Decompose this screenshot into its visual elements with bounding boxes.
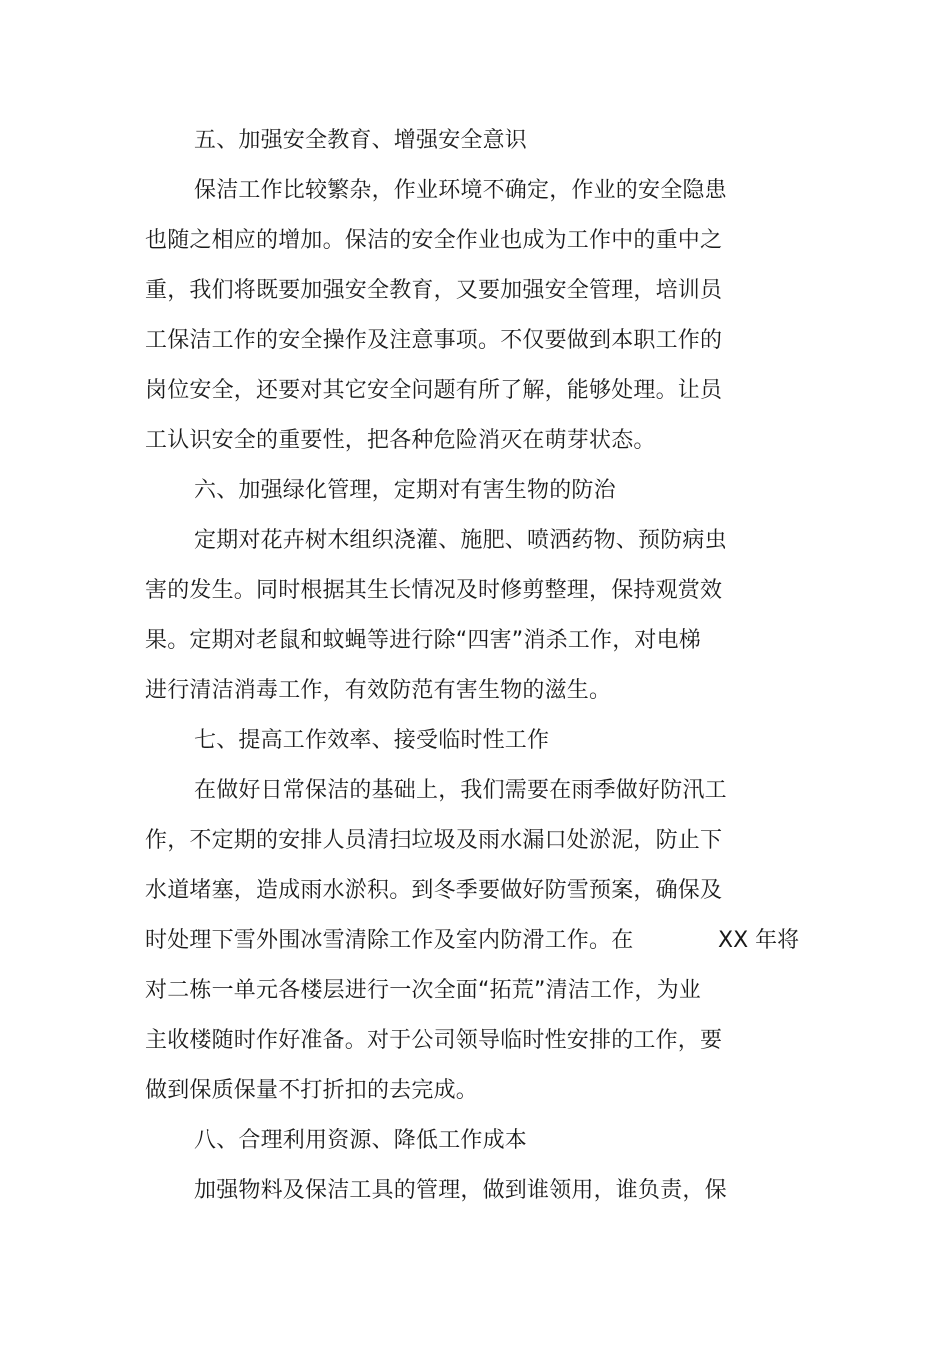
- paragraph-line: 果。定期对老鼠和蚊蝇等进行除“四害”消杀工作，对电梯: [145, 628, 701, 653]
- paragraph-line: 保洁工作比较繁杂，作业环境不确定，作业的安全隐患: [194, 178, 727, 203]
- paragraph-line: 工保洁工作的安全操作及注意事项。不仅要做到本职工作的: [145, 328, 723, 353]
- section-heading-5: 五、加强安全教育、增强安全意识: [194, 128, 528, 153]
- paragraph-line: 加强物料及保洁工具的管理，做到谁领用，谁负责，保: [194, 1178, 727, 1203]
- paragraph-line: 作，不定期的安排人员清扫垃圾及雨水漏口处淤泥，防止下: [145, 828, 723, 853]
- paragraph-line: 重，我们将既要加强安全教育，又要加强安全管理，培训员: [145, 278, 723, 303]
- section-heading-7: 七、提高工作效率、接受临时性工作: [194, 728, 550, 753]
- paragraph-line: 也随之相应的增加。保洁的安全作业也成为工作中的重中之: [145, 228, 723, 253]
- paragraph-line: 工认识安全的重要性，把各种危险消灭在萌芽状态。: [145, 428, 656, 453]
- paragraph-line-tail: XX 年将: [718, 928, 800, 953]
- paragraph-line: 对二栋一单元各楼层进行一次全面“拓荒”清洁工作，为业: [145, 978, 701, 1003]
- paragraph-line: 做到保质保量不打折扣的去完成。: [145, 1078, 479, 1103]
- paragraph-line: 定期对花卉树木组织浇灌、施肥、喷洒药物、预防病虫: [194, 528, 727, 553]
- paragraph-line: 岗位安全，还要对其它安全问题有所了解，能够处理。让员: [145, 378, 723, 403]
- paragraph-line: 主收楼随时作好准备。对于公司领导临时性安排的工作，要: [145, 1028, 723, 1053]
- section-heading-6: 六、加强绿化管理，定期对有害生物的防治: [194, 478, 616, 503]
- paragraph-line: 害的发生。同时根据其生长情况及时修剪整理，保持观赏效: [145, 578, 723, 603]
- paragraph-line: 在做好日常保洁的基础上，我们需要在雨季做好防汛工: [194, 778, 727, 803]
- paragraph-line: 时处理下雪外围冰雪清除工作及室内防滑工作。在: [145, 928, 634, 953]
- paragraph-line: 进行清洁消毒工作，有效防范有害生物的滋生。: [145, 678, 612, 703]
- section-heading-8: 八、合理利用资源、降低工作成本: [194, 1128, 528, 1153]
- paragraph-line: 水道堵塞，造成雨水淤积。到冬季要做好防雪预案，确保及: [145, 878, 723, 903]
